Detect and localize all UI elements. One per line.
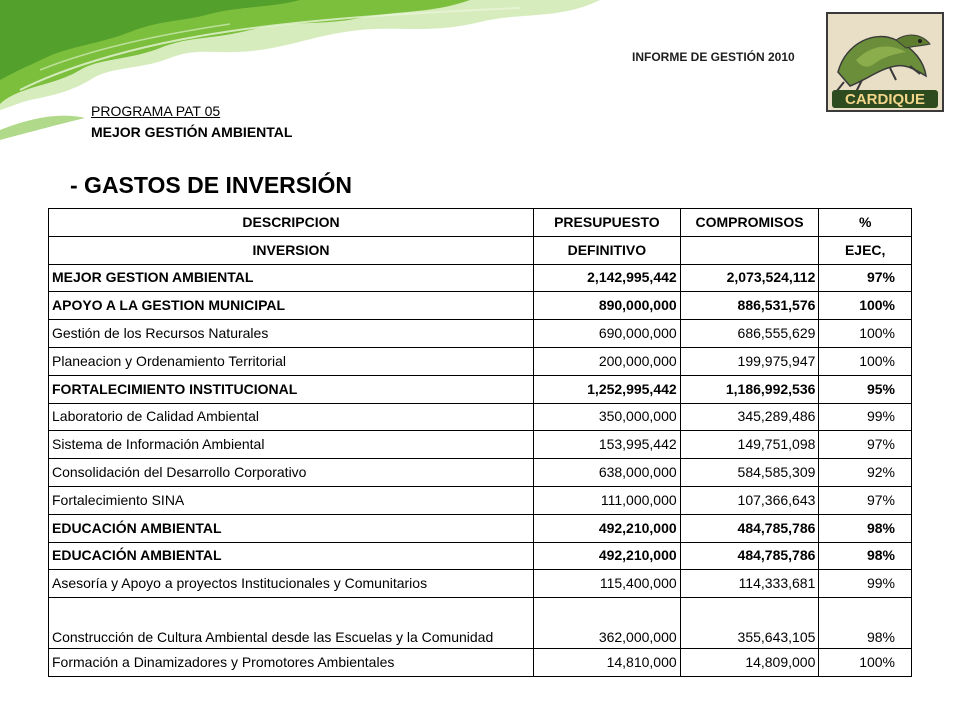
- row-budget: 492,210,000: [534, 514, 681, 542]
- row-commitments: 199,975,947: [680, 347, 819, 375]
- row-percent: 97%: [819, 264, 912, 292]
- row-budget: 362,000,000: [534, 598, 681, 649]
- row-percent: 100%: [819, 649, 912, 677]
- row-description: EDUCACIÓN AMBIENTAL: [49, 514, 534, 542]
- row-budget: 200,000,000: [534, 347, 681, 375]
- table-row: [49, 649, 912, 677]
- table-row: [49, 514, 912, 542]
- table-header-row: [49, 236, 912, 264]
- row-budget: 350,000,000: [534, 403, 681, 431]
- row-description: Asesoría y Apoyo a proyectos Institucionales y Comunitarios: [49, 570, 534, 598]
- header-percent: %: [819, 209, 912, 237]
- row-percent: 98%: [819, 514, 912, 542]
- row-description: Planeacion y Ordenamiento Territorial: [49, 347, 534, 375]
- row-description: Construcción de Cultura Ambiental desde las Escuelas y la Comunidad: [49, 598, 534, 649]
- row-description: Fortalecimiento SINA: [49, 486, 534, 514]
- row-description: Gestión de los Recursos Naturales: [49, 320, 534, 348]
- row-commitments: 484,785,786: [680, 514, 819, 542]
- svg-text:CARDIQUE: CARDIQUE: [844, 91, 926, 108]
- table-row: [49, 459, 912, 487]
- report-title: INFORME DE GESTIÓN 2010: [632, 50, 795, 64]
- table-row: [49, 431, 912, 459]
- table-row: [49, 375, 912, 403]
- row-budget: 638,000,000: [534, 459, 681, 487]
- investment-expenses-table: [48, 208, 912, 677]
- table-row: [49, 486, 912, 514]
- header-description: DESCRIPCION: [49, 209, 534, 237]
- header-commitments: COMPROMISOS: [680, 209, 819, 237]
- row-budget: 492,210,000: [534, 542, 681, 570]
- header-description-2: INVERSION: [49, 236, 534, 264]
- header-budget: PRESUPUESTO: [534, 209, 681, 237]
- row-percent: 99%: [819, 570, 912, 598]
- header-budget-2: DEFINITIVO: [534, 236, 681, 264]
- program-code: PROGRAMA PAT 05: [91, 103, 221, 119]
- row-description: Sistema de Información Ambiental: [49, 431, 534, 459]
- row-commitments: 2,073,524,112: [680, 264, 819, 292]
- row-commitments: 584,585,309: [680, 459, 819, 487]
- header-percent-2: EJEC,: [819, 236, 912, 264]
- row-percent: 98%: [819, 542, 912, 570]
- row-budget: 111,000,000: [534, 486, 681, 514]
- row-percent: 100%: [819, 320, 912, 348]
- cardique-logo: [826, 12, 944, 112]
- row-budget: 115,400,000: [534, 570, 681, 598]
- table-row: [49, 403, 912, 431]
- lizard-icon: [826, 12, 944, 112]
- row-commitments: 345,289,486: [680, 403, 819, 431]
- row-description: APOYO A LA GESTION MUNICIPAL: [49, 292, 534, 320]
- row-description: Formación a Dinamizadores y Promotores Ambientales: [49, 649, 534, 677]
- table-row: [49, 598, 912, 649]
- row-budget: 690,000,000: [534, 320, 681, 348]
- row-percent: 97%: [819, 486, 912, 514]
- row-budget: 2,142,995,442: [534, 264, 681, 292]
- program-name: MEJOR GESTIÓN AMBIENTAL: [91, 124, 293, 140]
- table-row: [49, 542, 912, 570]
- row-budget: 890,000,000: [534, 292, 681, 320]
- table-body: [49, 264, 912, 676]
- row-commitments: 1,186,992,536: [680, 375, 819, 403]
- row-description: Consolidación del Desarrollo Corporativo: [49, 459, 534, 487]
- section-heading: - GASTOS DE INVERSIÓN: [70, 172, 353, 198]
- header-commitments-2: [680, 236, 819, 264]
- table-row: [49, 292, 912, 320]
- row-percent: 100%: [819, 347, 912, 375]
- row-budget: 14,810,000: [534, 649, 681, 677]
- row-percent: 95%: [819, 375, 912, 403]
- row-description: Laboratorio de Calidad Ambiental: [49, 403, 534, 431]
- row-percent: 100%: [819, 292, 912, 320]
- row-budget: 1,252,995,442: [534, 375, 681, 403]
- table-row: [49, 264, 912, 292]
- row-percent: 98%: [819, 598, 912, 649]
- row-description: MEJOR GESTION AMBIENTAL: [49, 264, 534, 292]
- row-commitments: 14,809,000: [680, 649, 819, 677]
- row-commitments: 886,531,576: [680, 292, 819, 320]
- row-percent: 97%: [819, 431, 912, 459]
- table-row: [49, 320, 912, 348]
- table-row: [49, 570, 912, 598]
- row-commitments: 686,555,629: [680, 320, 819, 348]
- row-budget: 153,995,442: [534, 431, 681, 459]
- row-description: EDUCACIÓN AMBIENTAL: [49, 542, 534, 570]
- table-row: [49, 347, 912, 375]
- row-commitments: 114,333,681: [680, 570, 819, 598]
- row-description: FORTALECIMIENTO INSTITUCIONAL: [49, 375, 534, 403]
- row-commitments: 107,366,643: [680, 486, 819, 514]
- row-percent: 92%: [819, 459, 912, 487]
- table-header-row: [49, 209, 912, 237]
- row-commitments: 484,785,786: [680, 542, 819, 570]
- row-commitments: 149,751,098: [680, 431, 819, 459]
- row-percent: 99%: [819, 403, 912, 431]
- row-commitments: 355,643,105: [680, 598, 819, 649]
